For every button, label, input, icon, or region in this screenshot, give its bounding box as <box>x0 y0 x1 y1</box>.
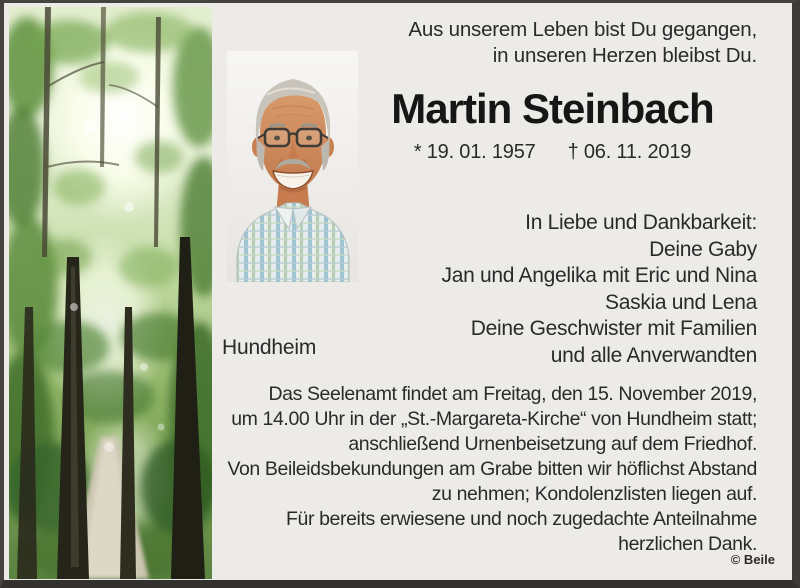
family-line: Deine Gaby <box>649 237 757 261</box>
family-line: Deine Geschwister mit Familien <box>470 317 757 340</box>
forest-photo <box>9 7 212 579</box>
service-line: herzlichen Dank. <box>618 533 757 555</box>
service-line: Von Beileidsbekundungen am Grabe bitten wir höflichst Abstand <box>227 458 757 480</box>
service-line: anschließend Urnenbeisetzung auf dem Friedhof. <box>348 433 757 455</box>
family-line: und alle Anverwandten <box>550 343 757 367</box>
publisher-credit: © Beile <box>730 552 775 567</box>
deceased-name: Martin Steinbach <box>391 85 714 132</box>
epigraph-line: Aus unserem Leben bist Du gegangen, <box>408 18 757 41</box>
birth-date: * 19. 01. 1957 <box>413 141 536 163</box>
service-line: zu nehmen; Kondolenzlisten liegen auf. <box>431 483 757 505</box>
family-line: In Liebe und Dankbarkeit: <box>525 211 757 234</box>
life-dates <box>348 141 757 164</box>
death-date: † 06. 11. 2019 <box>567 141 692 163</box>
family-line: Saskia und Lena <box>605 290 757 314</box>
location: Hundheim <box>222 336 317 359</box>
epigraph <box>216 17 757 69</box>
service-line: Für bereits erwiesene und noch zugedachte Anteilnahme <box>286 508 757 530</box>
service-line: Das Seelenamt findet am Freitag, den 15. November 2019, <box>268 383 757 405</box>
service-line: um 14.00 Uhr in der „St.-Margareta-Kirche“ von Hundheim statt; <box>231 408 757 430</box>
epigraph-line: in unseren Herzen bleibst Du. <box>492 44 757 67</box>
name-block <box>348 86 757 164</box>
service-info <box>213 382 757 557</box>
family-line: Jan und Angelika mit Eric und Nina <box>441 264 757 287</box>
